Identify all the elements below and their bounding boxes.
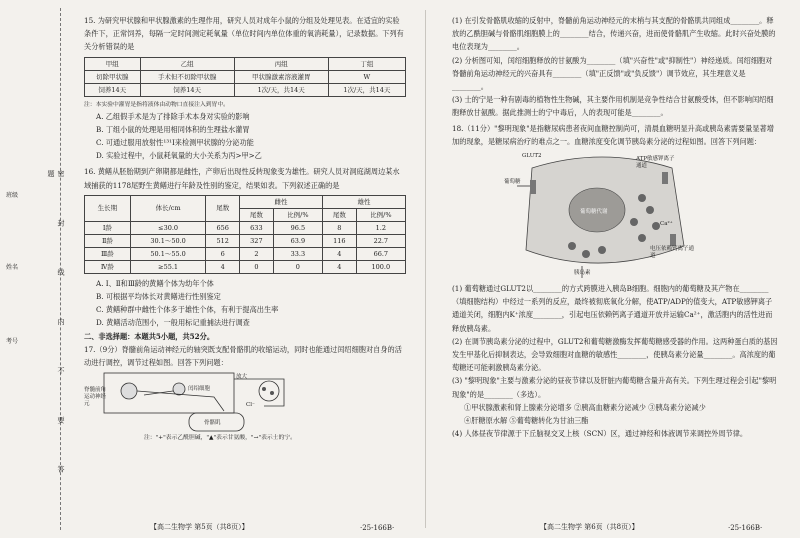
q18-sub-4: (4) 人体昼夜节律源于下丘脑视交叉上核（SCN）区，通过神经和体液调节来调控外周节律。 (452, 429, 748, 439)
q15-cell: 饲养14天 (85, 83, 141, 96)
neuron-diagram (84, 371, 314, 433)
q15-cell: 1次/天，共14天 (328, 83, 405, 96)
q15-cell: 甲状腺激素溶液灌胃 (234, 70, 328, 83)
q15-option-b: B. 丁组小鼠的处理是用相同体积的生理盐水灌胃 (96, 124, 250, 134)
q15-cell: 1次/天，共14天 (234, 83, 328, 96)
q16-cell: 656 (206, 221, 240, 234)
q15-cell: W (328, 70, 405, 83)
q16-table (84, 195, 406, 274)
q16-option-d: D. 黄鳝活动范围小，一般用标记重捕法进行调查 (96, 318, 250, 328)
q16-cell: Ⅰ龄 (85, 221, 131, 234)
q18-sub-1: (1) 葡萄糖通过GLUT2以________的方式跨膜进入胰岛B细胞。细胞内的葡萄糖及其产物在________（填细胞结构）中经过一系列的反应，最终被彻底氧化分解，使ATP/ADP的值变大，ATP敏感钾离子通道关闭，细胞内K⁺浓度________，引起电压依赖钙离子通道开放并运输Ca²⁺，激活胞内的活性进而释放胰岛素。 (452, 284, 773, 333)
metabolism-label: 葡萄糖代谢 (580, 209, 608, 216)
q17-figure (84, 371, 406, 433)
q16-subheader: 尾数 (240, 208, 274, 221)
q15-header: 丙组 (234, 57, 328, 70)
q17-figure-note: 注："+"表示乙酰胆碱，"▲"表示甘氨酸，"→"表示士的宁。 (144, 435, 296, 442)
q16-header: 体长/cm (130, 195, 206, 221)
q16-cell: ≥55.1 (130, 260, 206, 273)
q16-cell: 116 (323, 234, 357, 247)
q17-sub-1: (1) 在引发骨骼肌收缩的反射中，脊髓前角运动神经元的末梢与其支配的骨骼肌共同组成________。释放的乙酰胆碱与骨骼肌细胞膜上的________结合，传递兴奋，进而使骨骼肌产生收缩。此时兴奋处膜的电位表现为________。 (452, 16, 776, 52)
cl-label: Cl⁻ (246, 402, 255, 409)
q16-cell: 63.9 (273, 234, 322, 247)
q15-header: 丁组 (328, 57, 405, 70)
q16-cell: 327 (240, 234, 274, 247)
left-footer-code: ·25-166B· (360, 524, 395, 532)
q16-cell: 4 (206, 260, 240, 273)
q16-cell: 30.1～50.0 (130, 234, 206, 247)
q18-choice-line-1: ①甲状腺激素和肾上腺素分泌增多 ②胰高血糖素分泌减少 ③胰岛素分泌减少 (464, 402, 706, 412)
binding-margin (0, 0, 72, 538)
class-mark: 班级 (6, 192, 19, 199)
q16-cell: 100.0 (356, 260, 405, 273)
id-mark: 考号 (6, 338, 19, 345)
q15-note: 注：本实验中灌胃是指将液体由动物口直接注入到胃中。 (84, 101, 229, 108)
q16-subheader: 比例/% (356, 208, 405, 221)
q18-choice-line-2: ④肝糖原水解 ⑤葡萄糖转化为甘油三酯 (464, 416, 589, 426)
name-mark: 姓名 (6, 264, 19, 271)
muscle-label: 骨骼肌 (204, 420, 221, 427)
q15-header: 乙组 (140, 57, 234, 70)
neuron-label: 脊髓前角运动神经元 (84, 387, 107, 408)
q15-cell: 饲养14天 (140, 83, 234, 96)
q16-subheader: 尾数 (323, 208, 357, 221)
q16-cell: Ⅲ龄 (85, 247, 131, 260)
q15-option-a: A. 乙组假手术是为了排除手术本身对实验的影响 (96, 111, 250, 121)
glut2-label: GLUT2 (522, 153, 542, 160)
q16-header: 生长期 (85, 195, 131, 221)
q16-header: 尾数 (206, 195, 240, 221)
section-2-heading: 二、非选择题：本题共5小题，共52分。 (84, 331, 215, 341)
q15-cell: 切除甲状腺 (85, 70, 141, 83)
q15-option-d: D. 实验过程中，小鼠耗氧量的大小关系为丙>甲>乙 (96, 151, 262, 161)
q16-cell: Ⅱ龄 (85, 234, 131, 247)
renshaw-label: 闰绍细胞 (188, 386, 211, 393)
q15-cell: 手术但不切除甲状腺 (140, 70, 234, 83)
q16-cell: ≤30.0 (130, 221, 206, 234)
q16-header: 雌性 (240, 195, 323, 208)
q16-subheader: 比例/% (273, 208, 322, 221)
q16-cell: 66.7 (356, 247, 405, 260)
q16-cell: 6 (206, 247, 240, 260)
q16-cell: 33.3 (273, 247, 322, 260)
q18-sub-2: (2) 在调节胰岛素分泌的过程中，GLUT2和葡萄糖激酶发挥葡萄糖感受器的作用。这两种蛋白质的基因发生甲基化后抑制表达，会导致细胞对血糖的敏感性________，使胰岛素分泌量________。高浓度的葡萄糖还可能刺激胰岛素分泌。 (452, 336, 778, 373)
q16-cell: 0 (240, 260, 274, 273)
q16-cell: 96.5 (273, 221, 322, 234)
q17-sub-3: (3) 士的宁是一种有剧毒的植物性生物碱，其主要作用机制是竞争性结合甘氨酸受体，但不影响闰绍细胞释放甘氨酸。据此推测士的宁中毒后，人的表现可能是________。 (452, 95, 774, 118)
q15-option-c: C. 可通过服用放射性¹³¹I来检测甲状腺的分泌功能 (96, 138, 254, 148)
q16-cell: 0 (273, 260, 322, 273)
q16-cell: Ⅳ龄 (85, 260, 131, 273)
page-divider (425, 10, 426, 528)
atp-channel-label: ATP敏感钾离子通道 (636, 156, 675, 170)
voltage-channel-label: 电压依赖钙离子通道 (650, 246, 695, 260)
q16-cell: 633 (240, 221, 274, 234)
left-page (84, 14, 406, 443)
q16-option-a: A. Ⅰ、Ⅱ和Ⅲ龄的黄鳝个体为幼年个体 (96, 278, 214, 288)
q16-header: 雄性 (323, 195, 406, 208)
right-page (452, 14, 778, 440)
q18-figure (504, 150, 778, 280)
enlarge-label: 放大 (236, 374, 248, 381)
q16-cell: 8 (323, 221, 357, 234)
seal-line-text: 密 封 线 内 不 要 答 题 (47, 170, 65, 493)
right-footer-title: 【高二生物学 第6页（共8页）】 (540, 523, 639, 531)
q16-cell: 50.1～55.0 (130, 247, 206, 260)
right-footer-code: ·25-166B· (728, 524, 763, 532)
q16-cell: 22.7 (356, 234, 405, 247)
q16-cell: 512 (206, 234, 240, 247)
q16-cell: 4 (323, 247, 357, 260)
q16-cell: 2 (240, 247, 274, 260)
glucose-label: 葡萄糖 (504, 179, 521, 186)
q18-stem: 18.（11分）"黎明现象"是指糖尿病患者夜间血糖控制尚可，清晨血糖明显升高或胰岛素需要量显著增加的现象，是糖尿病治疗的难点之一。血糖浓度变化调节胰岛素分泌的过程如图。回答下列问题： (452, 123, 774, 146)
q16-stem: 16. 黄鳝从胚胎期到产卵期都是雌性，产卵后出现性反转现象变为雄性。研究人员对洞庭湖周边某水域捕获的1178尾野生黄鳝进行年龄及性别的鉴定，结果如表。下列叙述正确的是 (84, 167, 400, 190)
q17-stem: 17.（9分）脊髓前角运动神经元的轴突既支配骨骼肌的收缩运动，同时也能通过闰绍细胞对自身的活动进行调控，调节过程如图。回答下列问题： (84, 344, 402, 368)
q15-stem: 15. 为研究甲状腺和甲状腺激素的生理作用，研究人员对成年小鼠的分组及处理见表。在适宜的实验条件下，正常饲养，每隔一定时间测定耗氧量（单位时间内单位体重的氧消耗量），记录数据。下列有关分析错误的是 (84, 16, 404, 52)
q16-cell: 4 (323, 260, 357, 273)
q16-option-c: C. 黄鳝种群中雌性个体多于雄性个体，有利于提高出生率 (96, 305, 279, 315)
insulin-label: 胰岛素 (574, 270, 591, 277)
q17-sub-2: (2) 分析图可知，闰绍细胞释放的甘氨酸为________（填"兴奋性"或"抑制性"）神经递质。闰绍细胞对脊髓前角运动神经元的兴奋具有________（填"正反馈"或"负反馈"）调节效应，其生理意义是________。 (452, 55, 773, 92)
left-footer-title: 【高二生物学 第5页（共8页）】 (150, 523, 249, 531)
q16-cell: 1.2 (356, 221, 405, 234)
q15-table (84, 57, 406, 97)
q15-header: 甲组 (85, 57, 141, 70)
q18-sub-3: (3) "黎明现象"主要与激素分泌的昼夜节律以及肝脏内葡萄糖含量升高有关。下列生理过程会引起"黎明现象"的是________（多选）。 (452, 376, 777, 399)
calcium-label: Ca²⁺ (660, 221, 673, 228)
q16-option-b: B. 可根据平均体长对黄鳝进行性别鉴定 (96, 292, 221, 302)
